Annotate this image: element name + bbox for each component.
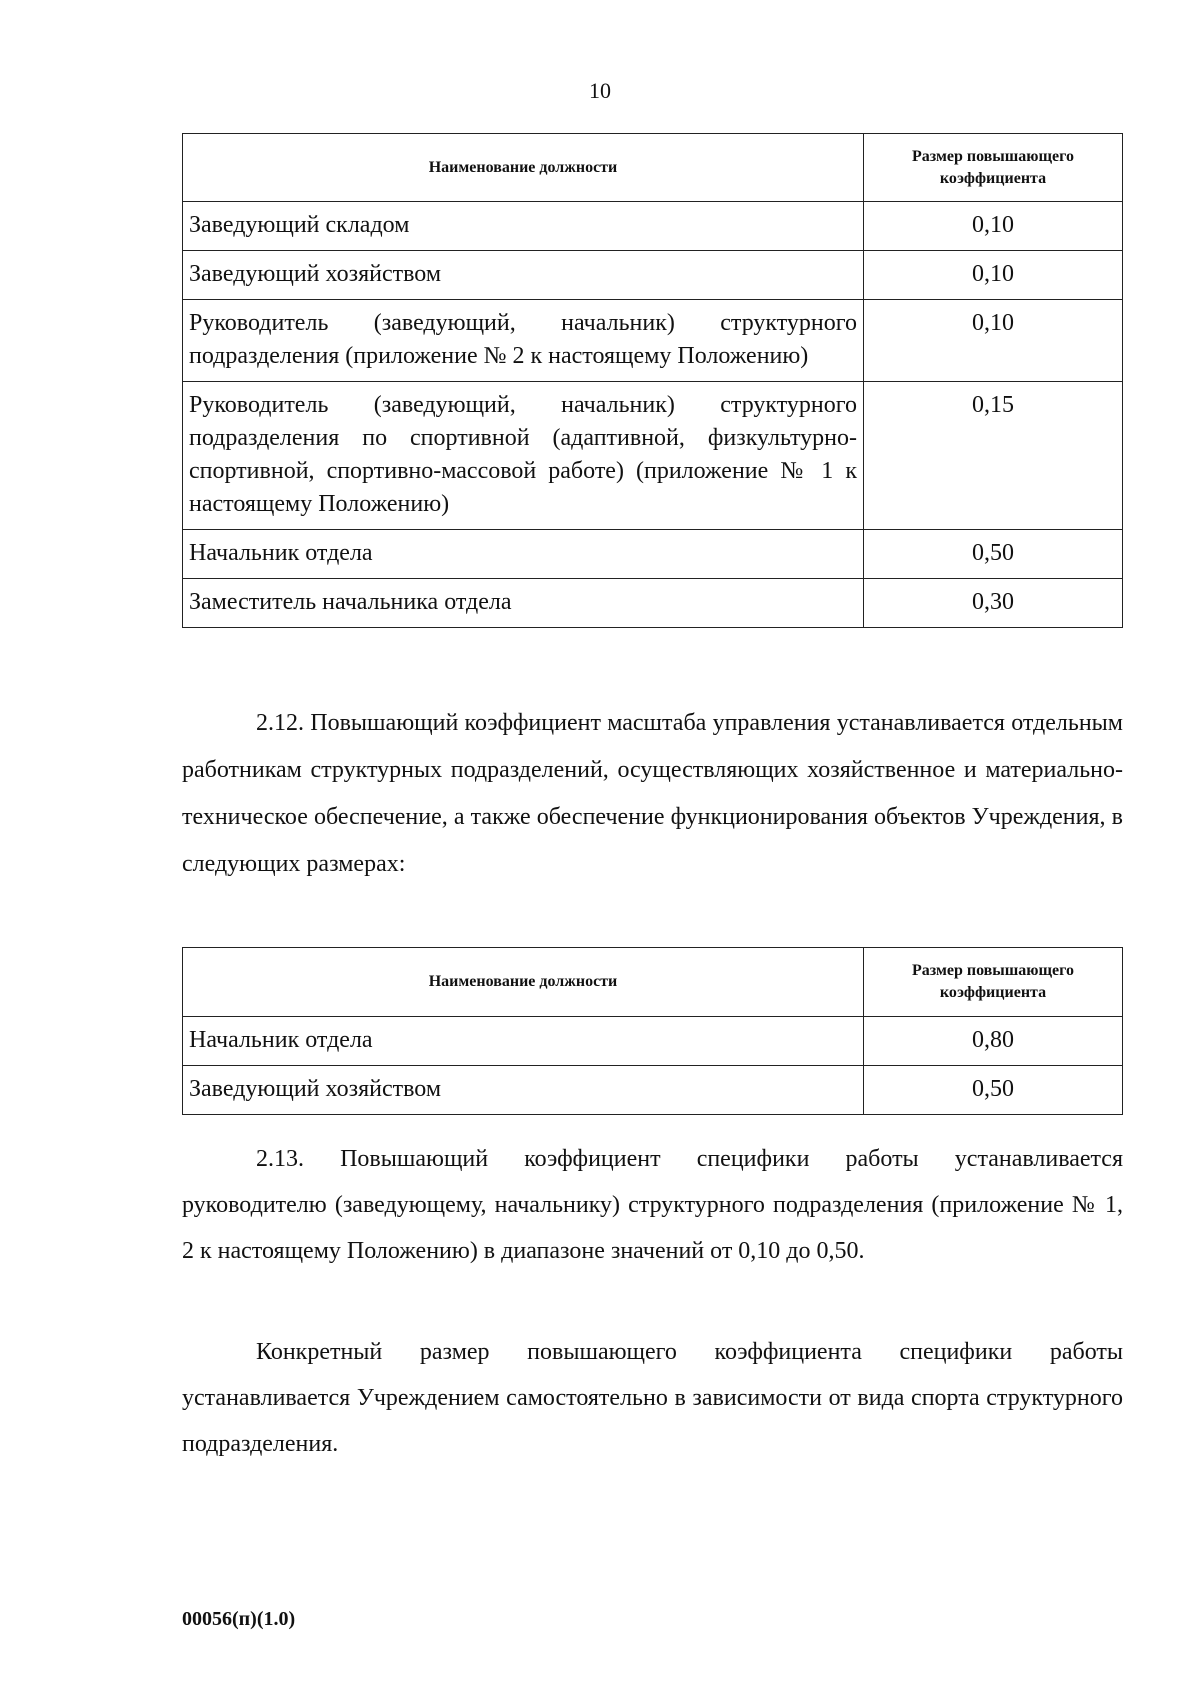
- coefficient-table-2: [182, 947, 1123, 1115]
- coefficient-cell: 0,30: [864, 579, 1123, 628]
- column-header-position: Наименование должности: [183, 134, 864, 202]
- table-row: [183, 300, 1123, 382]
- column-header-coefficient: Размер повышающего коэффициента: [864, 948, 1123, 1017]
- table-row: [183, 579, 1123, 628]
- table-row: [183, 251, 1123, 300]
- paragraph-2-13: 2.13. Повышающий коэффициент специфики работы устанавливается руководителю (заведующему, начальнику) структурного подразделения (приложение № 1, 2 к настоящему Положению) в диапазоне значений от 0,10 до 0,50.: [182, 1146, 1123, 1264]
- coefficient-cell: 0,50: [864, 530, 1123, 579]
- table-header-row: [183, 948, 1123, 1017]
- coefficient-cell: 0,50: [864, 1066, 1123, 1115]
- paragraph-specific-coefficient: Конкретный размер повышающего коэффициента специфики работы устанавливается Учреждением самостоятельно в зависимости от вида спорта структурного подразделения.: [182, 1339, 1123, 1457]
- table-row: [183, 1017, 1123, 1066]
- table-row: [183, 202, 1123, 251]
- column-header-coefficient: Размер повышающего коэффициента: [864, 134, 1123, 202]
- position-cell: Заместитель начальника отдела: [183, 579, 864, 628]
- coefficient-cell: 0,10: [864, 251, 1123, 300]
- document-code: 00056(п)(1.0): [182, 1608, 296, 1630]
- position-cell: Начальник отдела: [183, 530, 864, 579]
- position-cell: Заведующий хозяйством: [183, 1066, 864, 1115]
- position-cell: Начальник отдела: [183, 1017, 864, 1066]
- position-cell: Заведующий хозяйством: [183, 251, 864, 300]
- table-header-row: [183, 134, 1123, 202]
- table-row: [183, 382, 1123, 530]
- coefficient-cell: 0,80: [864, 1017, 1123, 1066]
- coefficient-table-1: [182, 133, 1123, 628]
- position-cell: Руководитель (заведующий, начальник) структурного подразделения по спортивной (адаптивной, физкультурно-спортивной, спортивно-массовой работе) (приложение № 1 к настоящему Положению): [183, 382, 864, 530]
- table-row: [183, 1066, 1123, 1115]
- coefficient-cell: 0,10: [864, 202, 1123, 251]
- position-cell: Заведующий складом: [183, 202, 864, 251]
- position-cell: Руководитель (заведующий, начальник) структурного подразделения (приложение № 2 к настоящему Положению): [183, 300, 864, 382]
- page-number: 10: [589, 78, 611, 103]
- coefficient-cell: 0,15: [864, 382, 1123, 530]
- table-row: [183, 530, 1123, 579]
- paragraph-2-12: 2.12. Повышающий коэффициент масштаба управления устанавливается отдельным работникам структурных подразделений, осуществляющих хозяйственное и материально-техническое обеспечение, а также обеспечение функционирования объектов Учреждения, в следующих размерах:: [182, 710, 1123, 877]
- column-header-position: Наименование должности: [183, 948, 864, 1017]
- coefficient-cell: 0,10: [864, 300, 1123, 382]
